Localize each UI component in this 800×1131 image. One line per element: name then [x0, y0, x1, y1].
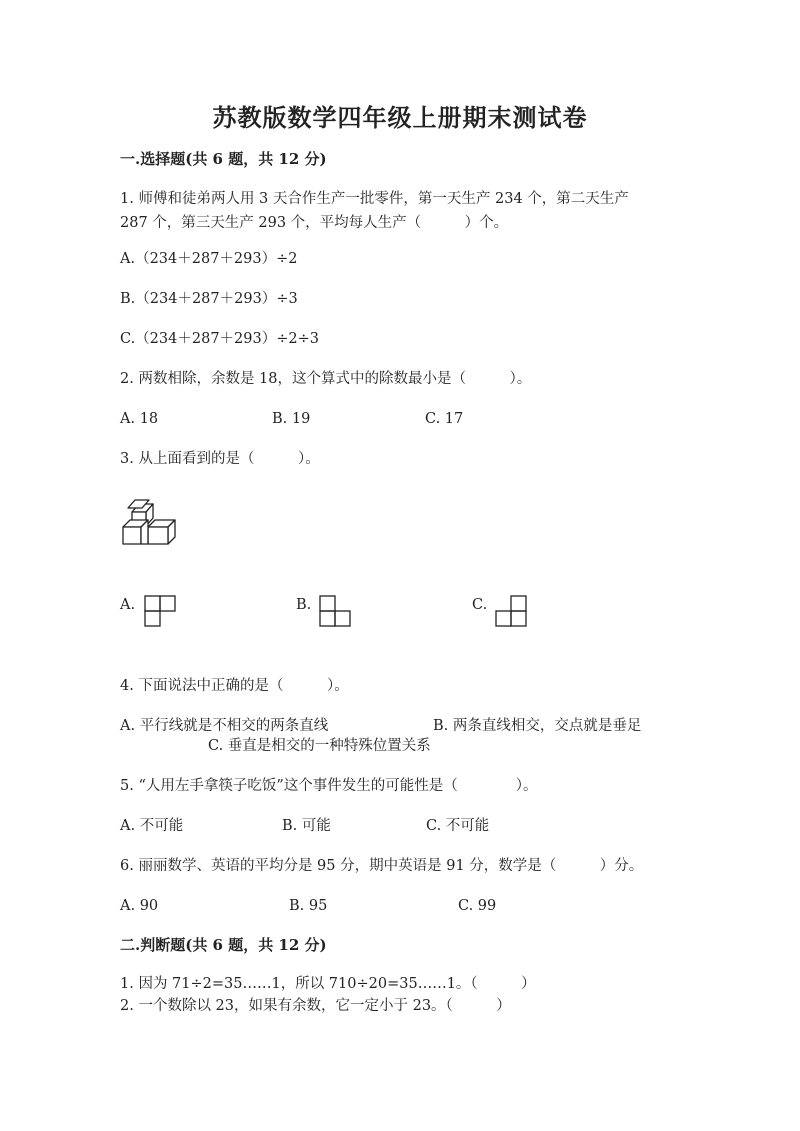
q6-option-b[interactable]: B. 95: [289, 898, 328, 914]
q4-option-c[interactable]: C. 垂直是相交的一种特殊位置关系: [208, 738, 431, 754]
section-heading-judgement: 二.判断题(共 6 题，共 12 分): [120, 936, 327, 954]
q1-stem-line2: 287 个，第三天生产 293 个，平均每人生产（ ）个。: [120, 215, 509, 231]
judge-q1: 1. 因为 71÷2=35……1，所以 710÷20=35……1。（ ）: [120, 976, 536, 992]
q4-option-a[interactable]: A. 平行线就是不相交的两条直线: [120, 718, 329, 734]
q3-option-c-figure[interactable]: [495, 595, 529, 629]
q2-option-c[interactable]: C. 17: [425, 411, 464, 427]
q1-stem-line1: 1. 师傅和徒弟两人用 3 天合作生产一批零件，第一天生产 234 个，第二天生产: [120, 191, 629, 207]
q3-stem: 3. 从上面看到的是（ ）。: [120, 451, 320, 467]
q5-stem: 5. “人用左手拿筷子吃饭”这个事件发生的可能性是（ ）。: [120, 778, 538, 794]
q5-option-b[interactable]: B. 可能: [282, 818, 331, 834]
q2-option-a[interactable]: A. 18: [120, 411, 159, 427]
q1-option-c[interactable]: C.（234＋287＋293）÷2÷3: [120, 331, 319, 347]
q1-option-a[interactable]: A.（234＋287＋293）÷2: [120, 251, 298, 267]
q1-option-b[interactable]: B.（234＋287＋293）÷3: [120, 291, 298, 307]
q3-option-b[interactable]: B.: [296, 597, 312, 613]
q4-option-b[interactable]: B. 两条直线相交，交点就是垂足: [433, 718, 642, 734]
q3-option-c[interactable]: C.: [472, 597, 488, 613]
q6-option-c[interactable]: C. 99: [458, 898, 497, 914]
q6-stem: 6. 丽丽数学、英语的平均分是 95 分，期中英语是 91 分，数学是（ ）分。: [120, 858, 644, 874]
q5-option-a[interactable]: A. 不可能: [120, 818, 184, 834]
section-heading-choice: 一.选择题(共 6 题，共 12 分): [120, 150, 327, 168]
cubes-figure: [118, 500, 182, 548]
judge-q2: 2. 一个数除以 23，如果有余数，它一定小于 23。（ ）: [120, 998, 511, 1014]
q3-option-b-figure[interactable]: [319, 595, 353, 629]
q2-stem: 2. 两数相除，余数是 18，这个算式中的除数最小是（ ）。: [120, 371, 532, 387]
q3-option-a[interactable]: A.: [120, 597, 136, 613]
q4-stem: 4. 下面说法中正确的是（ ）。: [120, 678, 349, 694]
q5-option-c[interactable]: C. 不可能: [426, 818, 490, 834]
q6-option-a[interactable]: A. 90: [120, 898, 159, 914]
page-title: 苏教版数学四年级上册期末测试卷: [212, 103, 588, 132]
q2-option-b[interactable]: B. 19: [272, 411, 311, 427]
q3-option-a-figure[interactable]: [144, 595, 178, 629]
